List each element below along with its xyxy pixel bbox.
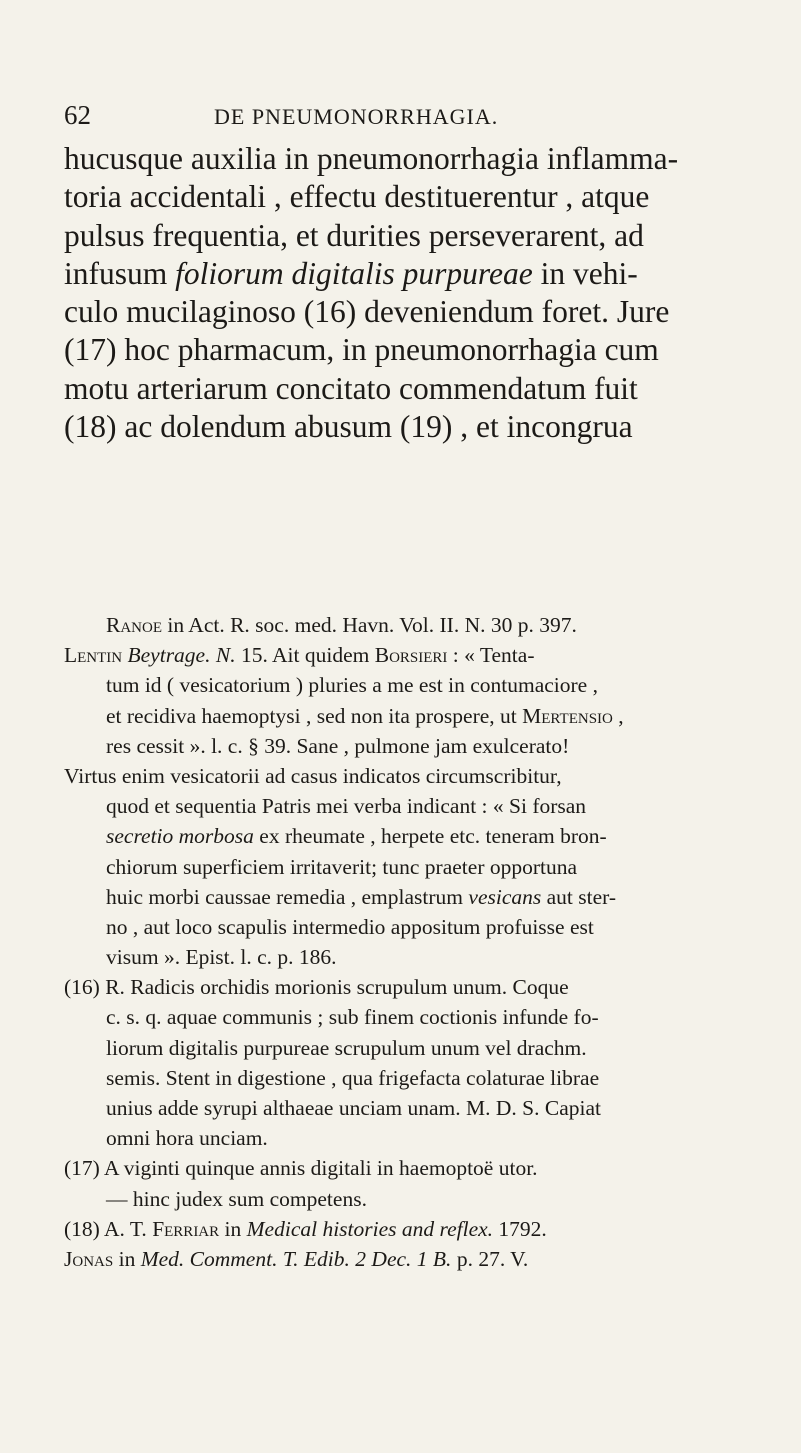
text-run: chiorum superficiem irritaverit; tunc praeter opportuna (106, 854, 578, 879)
text-run: visum ». Epist. l. c. p. 186. (106, 945, 337, 970)
footnote-line (64, 1244, 774, 1274)
italic-run: vesicans (468, 884, 542, 909)
footnote-line (64, 882, 774, 912)
text-run: (17) A viginti quinque annis digitali in haemoptoë utor. (64, 1156, 538, 1181)
text-line: pulsus frequentia, et durities perseverarent, ad (64, 217, 644, 253)
text-run: huic morbi caussae remedia , emplastrum (106, 884, 469, 909)
text-line: toria accidentali , effectu destituerentur , atque (64, 179, 650, 215)
text-run: tum id ( vesicatorium ) pluries a me est in contumaciore , (106, 673, 598, 698)
footnote-line (64, 610, 774, 640)
footnote-line (64, 1033, 774, 1063)
italic-run: secretio morbosa (106, 824, 254, 849)
text-run: semis. Stent in digestione , qua frigefacta colaturae librae (106, 1065, 600, 1090)
footnote-line (64, 1093, 774, 1123)
text-line: motu arteriarum concitato commendatum fuit (64, 370, 638, 406)
running-title: DE PNEUMONORRHAGIA. (214, 104, 499, 129)
text-run: (18) A. T. (64, 1216, 153, 1241)
footnote-line (64, 1002, 774, 1032)
footnote-line (64, 761, 774, 791)
text-run: Virtus enim vesicatorii ad casus indicatos circumscribitur, (64, 763, 562, 788)
footnote-line (64, 1184, 774, 1214)
footnote-line (64, 670, 774, 700)
text-run: quod et sequentia Patris mei verba indicant : « Si forsan (106, 794, 587, 819)
text-run: no , aut loco scapulis intermedio appositum profuisse est (106, 914, 594, 939)
text-line: hucusque auxilia in pneumonorrhagia inflamma- (64, 141, 679, 176)
italic-run: foliorum digitalis purpureae (175, 255, 533, 291)
text-run: omni hora unciam. (106, 1126, 268, 1151)
text-run: in vehi- (532, 255, 638, 291)
italic-run: Beytrage. N. (127, 643, 236, 668)
footnote-line (64, 852, 774, 882)
footnote-line (64, 640, 774, 670)
italic-run: Med. Comment. T. Edib. (140, 1246, 350, 1271)
text-run: ex rheumate , herpete etc. teneram bron- (253, 824, 607, 849)
footnote-line (64, 791, 774, 821)
footnote-line (64, 912, 774, 942)
small-caps-run: Lentin (64, 643, 123, 668)
footnote-line (64, 731, 774, 761)
footnote-line (64, 1153, 774, 1183)
footnote-line (64, 1214, 774, 1244)
text-run: in (113, 1246, 141, 1271)
text-run: : « Tenta- (447, 643, 535, 668)
page-header (64, 100, 744, 140)
footnotes (64, 610, 774, 1274)
text-line: (17) hoc pharmacum, in pneumonorrhagia cum (64, 332, 659, 368)
text-line: (18) ac dolendum abusum (19) , et incongrua (64, 409, 633, 445)
small-caps-run: Borsieri (374, 643, 448, 668)
page-number: 62 (64, 100, 91, 130)
footnote-line (64, 701, 774, 731)
text-run: in Act. R. soc. med. Havn. Vol. II. N. 30 p. 397. (162, 613, 577, 637)
text-line: culo mucilaginoso (16) deveniendum foret. Jure (64, 294, 670, 330)
text-run: et recidiva haemoptysi , sed non ita prospere, ut (106, 703, 523, 728)
text-run: , (612, 703, 624, 728)
text-run: res cessit ». l. c. § 39. Sane , pulmone jam exulcerato! (106, 733, 570, 758)
text-run: 1792. (493, 1216, 547, 1241)
text-run: p. 27. V. (451, 1246, 529, 1271)
text-run: (16) R. Radicis orchidis morionis scrupulum unum. Coque (64, 975, 569, 1000)
italic-run: 1 B. (416, 1246, 452, 1271)
footnote-line (64, 821, 774, 851)
text-run: — hinc judex sum competens. (106, 1186, 367, 1211)
text-run: 15. Ait quidem (235, 643, 375, 668)
footnote-line (64, 942, 774, 972)
footnote-line (64, 1063, 774, 1093)
text-run: in (219, 1216, 247, 1241)
small-caps-run: Ferriar (152, 1216, 220, 1241)
text-run: liorum digitalis purpureae scrupulum unum vel drachm. (106, 1035, 587, 1060)
footnote-line (64, 1123, 774, 1153)
text-line (64, 255, 764, 293)
italic-run: Medical histories and reflex. (246, 1216, 494, 1241)
text-run: unius adde syrupi althaeae unciam unam. M. D. S. Capiat (106, 1096, 601, 1120)
footnote-line (64, 972, 774, 1002)
small-caps-run: Jonas (64, 1246, 114, 1271)
text-run: infusum (64, 255, 176, 291)
italic-run: 2 Dec. (355, 1246, 412, 1271)
small-caps-run: Mertensio (522, 703, 613, 728)
small-caps-run: Ranoe (106, 613, 163, 637)
main-paragraph (64, 140, 764, 446)
text-run: c. s. q. aquae communis ; sub finem coctionis infunde fo- (106, 1005, 599, 1030)
text-run: aut ster- (541, 884, 617, 909)
